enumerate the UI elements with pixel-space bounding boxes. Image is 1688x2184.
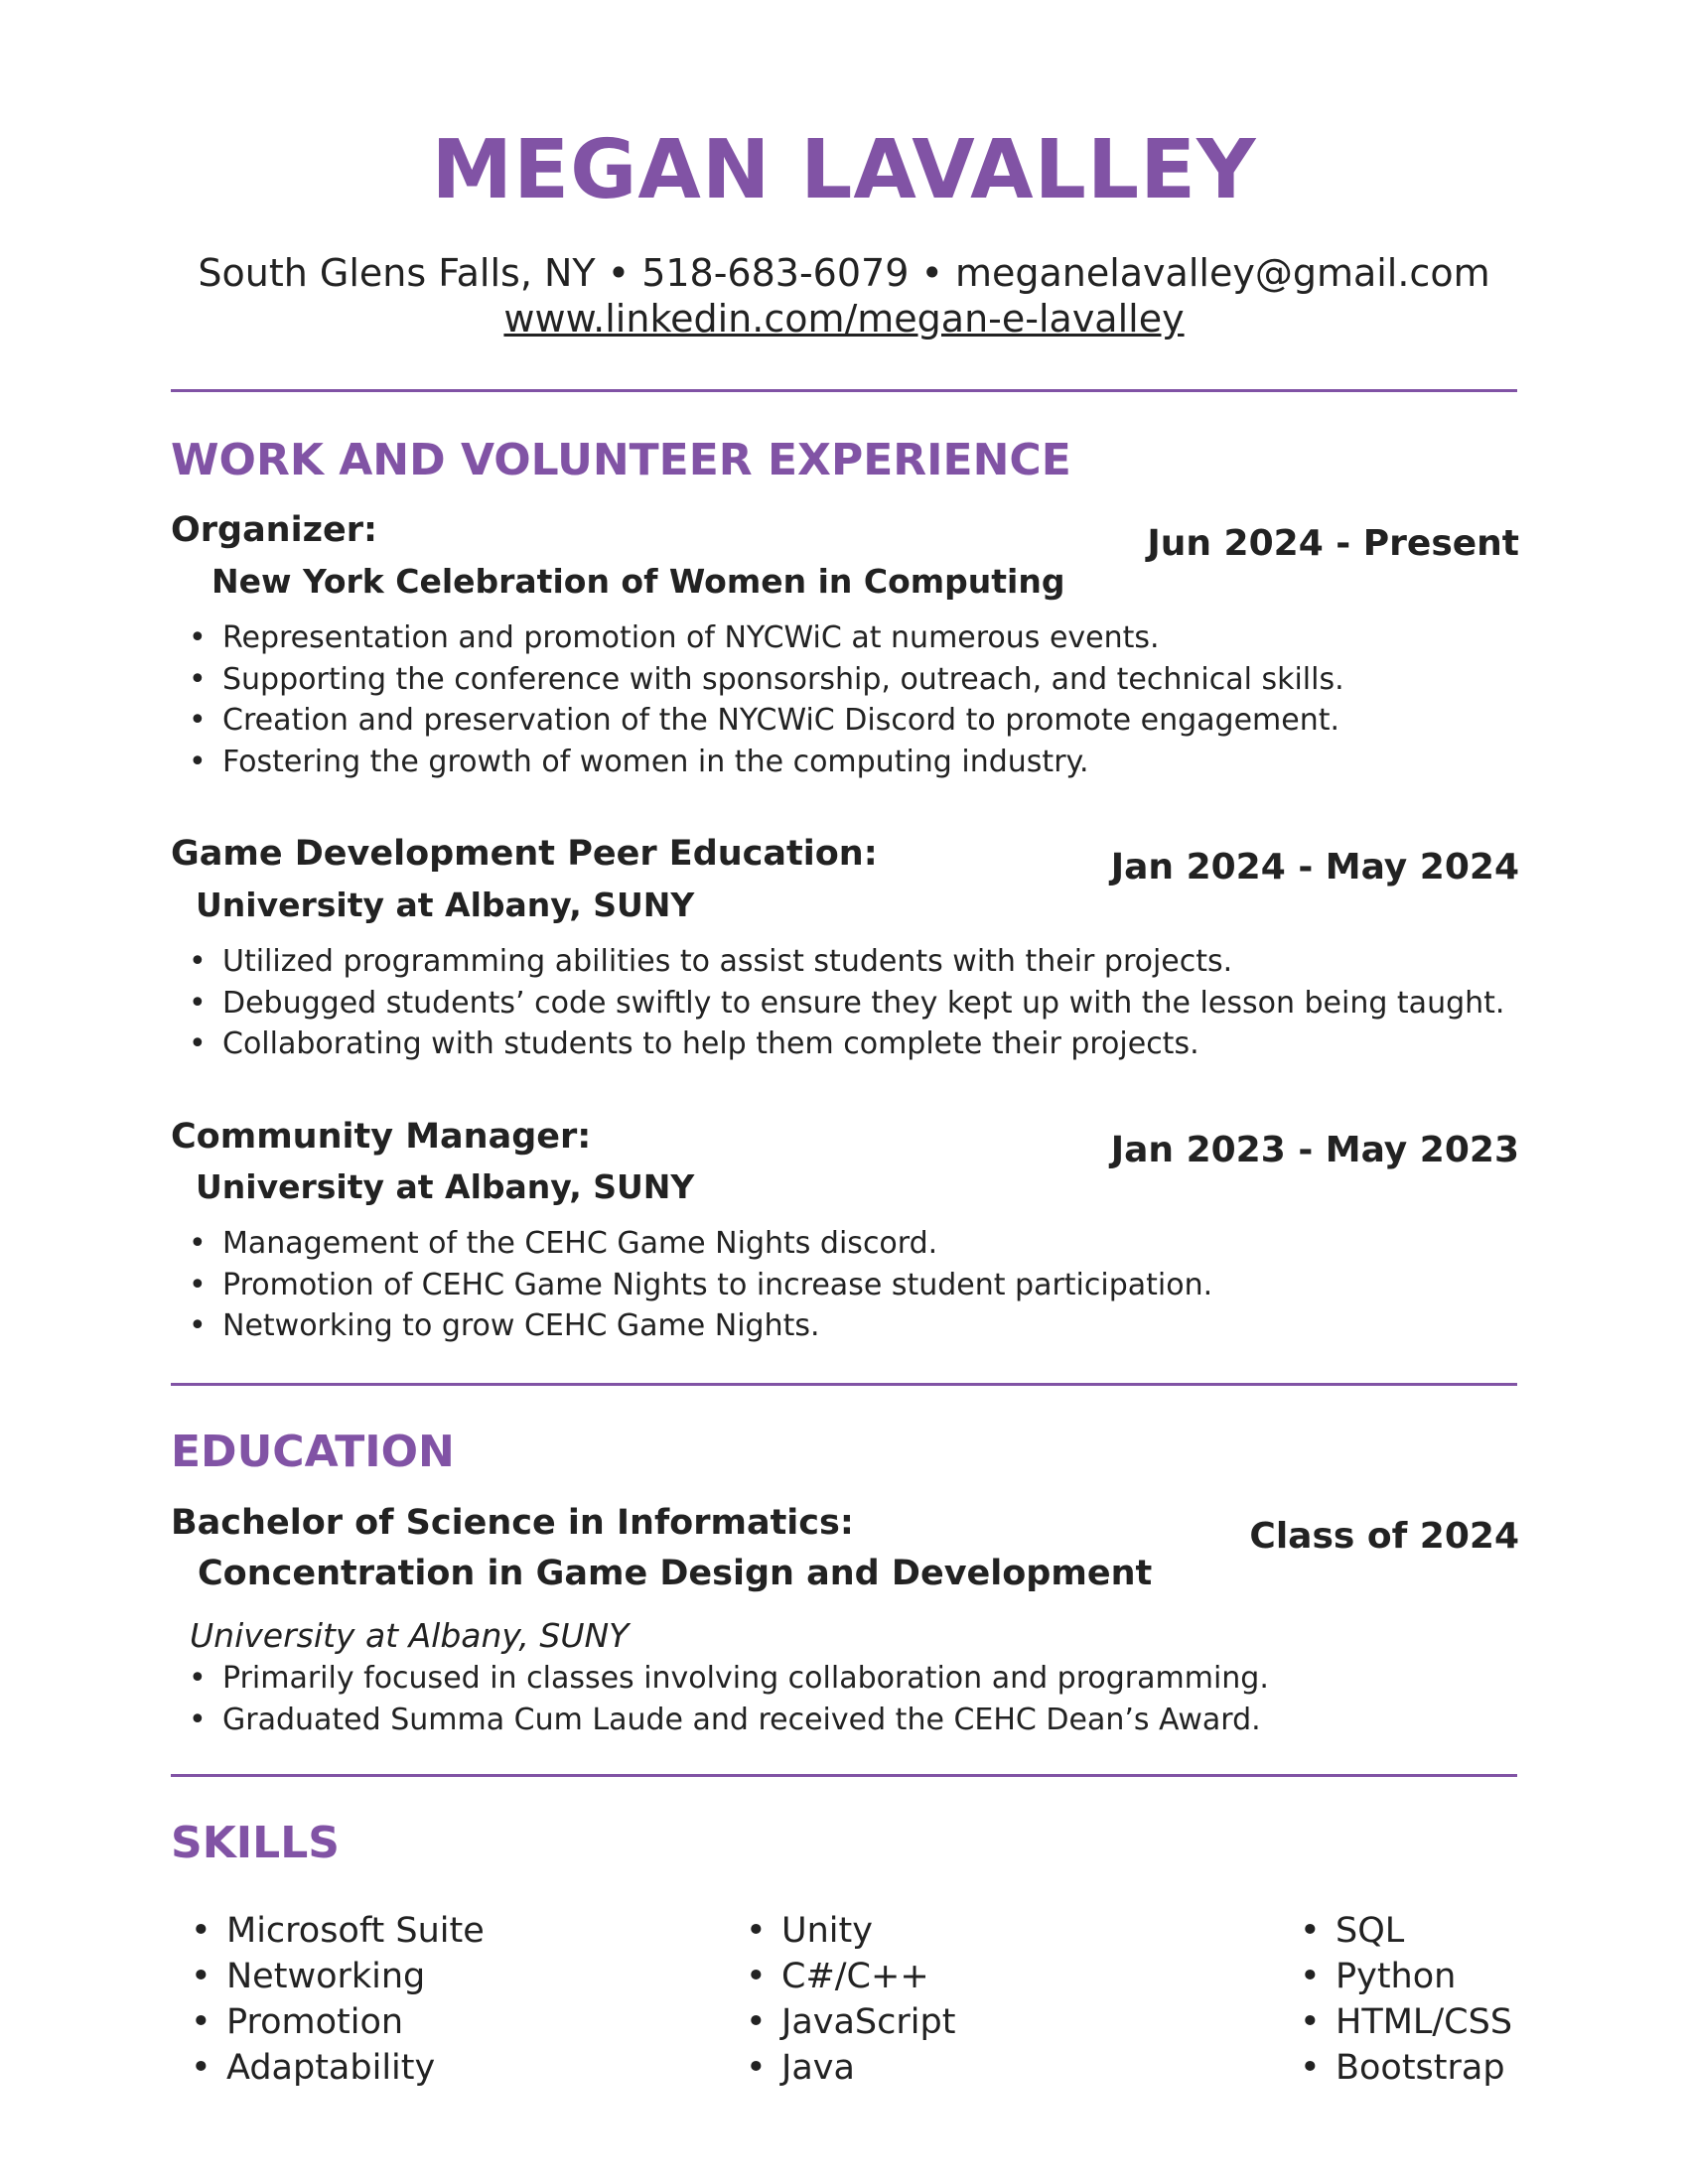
skills-column-1 [185, 1908, 485, 2091]
skill-item: • C#/C++ [740, 1954, 955, 1999]
skill-item: • Microsoft Suite [185, 1908, 485, 1954]
experience-role: Community Manager: [171, 1117, 592, 1157]
list-item: • Utilized programming abilities to assist students with their projects. [185, 941, 1504, 983]
list-item: • Fostering the growth of women in the computing industry. [185, 742, 1344, 783]
experience-org: University at Albany, SUNY [196, 886, 695, 924]
skill-item: • JavaScript [740, 1999, 955, 2045]
divider [171, 1774, 1517, 1777]
skill-item: • Promotion [185, 1999, 485, 2045]
list-item: • Primarily focused in classes involving collaboration and programming. [185, 1658, 1269, 1700]
list-item: • Creation and preservation of the NYCWiC Discord to promote engagement. [185, 700, 1344, 742]
education-date: Class of 2024 [1249, 1516, 1519, 1557]
list-item: • Networking to grow CEHC Game Nights. [185, 1305, 1212, 1347]
contact-line: South Glens Falls, NY • 518-683-6079 • meganelavalley@gmail.com [198, 251, 1490, 295]
experience-org: University at Albany, SUNY [196, 1167, 695, 1206]
divider [171, 389, 1517, 392]
skill-item: • HTML/CSS [1294, 1999, 1512, 2045]
experience-date: Jan 2023 - May 2023 [1110, 1130, 1519, 1170]
skills-column-2 [740, 1908, 955, 2091]
experience-date: Jan 2024 - May 2024 [1110, 847, 1519, 887]
list-item: • Representation and promotion of NYCWiC at numerous events. [185, 617, 1344, 659]
linkedin-line [0, 296, 1688, 341]
education-concentration: Concentration in Game Design and Development [198, 1554, 1153, 1593]
linkedin-link[interactable]: www.linkedin.com/megan-e-lavalley [503, 297, 1185, 341]
education-school: University at Albany, SUNY [190, 1616, 630, 1655]
list-item: • Management of the CEHC Game Nights discord. [185, 1223, 1212, 1265]
experience-bullets [185, 617, 1344, 782]
skill-item: • SQL [1294, 1908, 1512, 1954]
list-item: • Debugged students’ code swiftly to ensure they kept up with the lesson being taught. [185, 983, 1504, 1024]
candidate-name: MEGAN LAVALLEY [431, 123, 1257, 217]
experience-role: Organizer: [171, 510, 377, 550]
skill-item: • Python [1294, 1954, 1512, 1999]
list-item: • Collaborating with students to help them complete their projects. [185, 1024, 1504, 1065]
list-item: • Supporting the conference with sponsorship, outreach, and technical skills. [185, 659, 1344, 701]
skills-column-3 [1294, 1908, 1512, 2091]
education-degree: Bachelor of Science in Informatics: [171, 1503, 854, 1543]
skill-item: • Java [740, 2045, 955, 2091]
skill-item: • Unity [740, 1908, 955, 1954]
skill-item: • Adaptability [185, 2045, 485, 2091]
section-heading-education: EDUCATION [171, 1427, 455, 1477]
experience-date: Jun 2024 - Present [1147, 523, 1519, 564]
list-item: • Promotion of CEHC Game Nights to increase student participation. [185, 1265, 1212, 1306]
section-heading-experience: WORK AND VOLUNTEER EXPERIENCE [171, 435, 1071, 485]
education-bullets [185, 1658, 1269, 1740]
experience-bullets [185, 1223, 1212, 1347]
list-item: • Graduated Summa Cum Laude and received the CEHC Dean’s Award. [185, 1700, 1269, 1741]
skill-item: • Bootstrap [1294, 2045, 1512, 2091]
skill-item: • Networking [185, 1954, 485, 1999]
experience-org: New York Celebration of Women in Computing [211, 562, 1065, 601]
divider [171, 1383, 1517, 1386]
experience-role: Game Development Peer Education: [171, 834, 878, 874]
section-heading-skills: SKILLS [171, 1818, 340, 1868]
experience-bullets [185, 941, 1504, 1065]
